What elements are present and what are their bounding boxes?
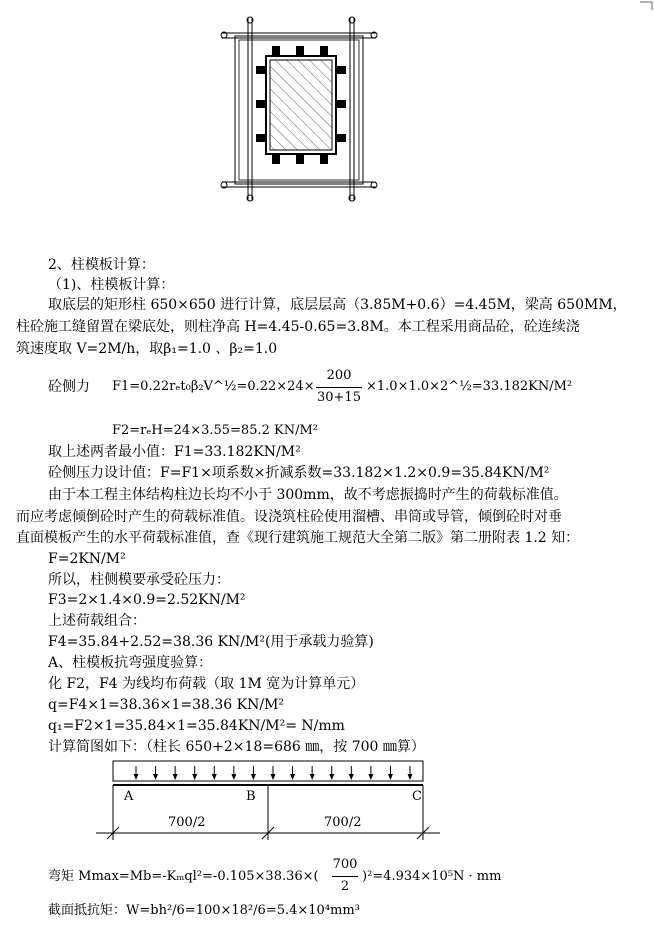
load-arrow-head	[329, 774, 334, 780]
f-value-line: F=2KN/M²	[48, 551, 126, 567]
support-a-label: A	[124, 789, 134, 804]
min-value-line: 取上述两者最小值：F1=33.182KN/M²	[48, 444, 301, 460]
load-arrow-head	[251, 774, 256, 780]
load-arrow-head	[192, 774, 197, 780]
moment-formula-right: )²=4.934×10⁵N · mm	[362, 869, 502, 884]
span-left-label: 700/2	[168, 815, 206, 830]
dimension-tick	[107, 827, 119, 839]
load-arrow-head	[290, 774, 295, 780]
f1-formula-left: F1=0.22rₑt₀β₂V^½=0.22×24×	[112, 379, 315, 394]
section-heading-a: A、柱模板抗弯强度验算：	[48, 655, 213, 671]
load-arrow-head	[212, 774, 217, 780]
f1-fraction-bar	[316, 387, 362, 388]
support-b-label: B	[246, 789, 256, 804]
distributed-load-arrows	[134, 766, 413, 780]
column-formwork-plan-drawing	[0, 0, 654, 240]
load-arrow-head	[173, 774, 178, 780]
paragraph-line: 柱砼施工缝留置在梁底处，则柱净高 H=4.45-0.65=3.8M。本工程采用商品砼，砼连续浇	[16, 319, 580, 335]
f1-label: 砼侧力	[48, 379, 90, 395]
moment-fraction-numerator: 700	[332, 857, 358, 872]
dimension-tick	[262, 827, 274, 839]
f1-fraction-denominator: 30+15	[317, 390, 361, 405]
load-arrow-head	[271, 774, 276, 780]
paragraph-line: 上述荷载组合：	[48, 613, 146, 629]
f1-formula-right: ×1.0×1.0×2^½=33.182KN/M²	[366, 379, 573, 394]
load-arrow-head	[134, 774, 139, 780]
q1-formula: q₁=F2×1=35.84×1=35.84KN/M²= N/mm	[48, 718, 345, 734]
q-formula: q=F4×1=38.36×1=38.36 KN/M²	[48, 697, 285, 713]
moment-fraction-denominator: 2	[340, 879, 350, 894]
f4-formula: F4=35.84+2.52=38.36 KN/M²(用于承载力验算)	[48, 634, 374, 650]
load-arrow-head	[349, 774, 354, 780]
load-arrow-head	[408, 774, 413, 780]
dimension-tick	[417, 827, 429, 839]
load-arrow-head	[368, 774, 373, 780]
f2-formula: F2=rₑH=24×3.55=85.2 KN/M²	[112, 423, 319, 438]
design-value-line: 砼侧压力设计值：F=F1×项系数×折减系数=33.182×1.2×0.9=35.84KN/M²	[48, 465, 550, 481]
paragraph-line: 取底层的矩形柱 650×650 进行计算，底层层高（3.85M+0.6）=4.45M，梁高 650MM，	[48, 297, 627, 313]
moment-formula-left: 弯矩 Mmax=Mb=-Kₘql²=-0.105×38.36×(	[48, 869, 319, 884]
paragraph-line: 由于本工程主体结构柱边长均不小于 300mm，故不考虑振捣时产生的荷载标准值。	[48, 487, 568, 503]
paragraph-line: 所以，柱侧模要承受砼压力：	[48, 572, 230, 588]
section-modulus-formula: 截面抵抗矩：W=bh²/6=100×18²/6=5.4×10⁴mm³	[48, 903, 360, 918]
load-arrow-head	[153, 774, 158, 780]
heading-column-formwork: 2、柱模板计算：	[48, 257, 155, 273]
load-arrow-head	[231, 774, 236, 780]
moment-fraction-bar	[332, 876, 358, 877]
paragraph-line: 筑速度取 V=2M/h，取β₁=1.0 、β₂=1.0	[16, 341, 278, 357]
diagram-caption: 计算简图如下：（柱长 650+2×18=686 ㎜，按 700 ㎜算）	[48, 739, 425, 755]
load-arrow-head	[310, 774, 315, 780]
paragraph-line: 直面模板产生的水平荷载标准值，查《现行建筑施工规范大全第二版》第二册附表 1.2 知：	[16, 530, 580, 546]
paragraph-line: 化 F2，F4 为线均布荷载（取 1M 宽为计算单元）	[48, 676, 365, 692]
heading-column-formwork-calc: （1)、柱模板计算：	[48, 277, 175, 293]
support-c-label: C	[412, 789, 422, 804]
span-right-label: 700/2	[324, 815, 362, 830]
load-arrow-head	[388, 774, 393, 780]
paragraph-line: 而应考虑倾倒砼时产生的荷载标准值。设浇筑柱砼使用溜槽、串筒或导管，倾倒砼时对垂	[16, 509, 562, 525]
f1-fraction-numerator: 200	[326, 368, 352, 383]
f3-formula: F3=2×1.4×0.9=2.52KN/M²	[48, 592, 246, 608]
